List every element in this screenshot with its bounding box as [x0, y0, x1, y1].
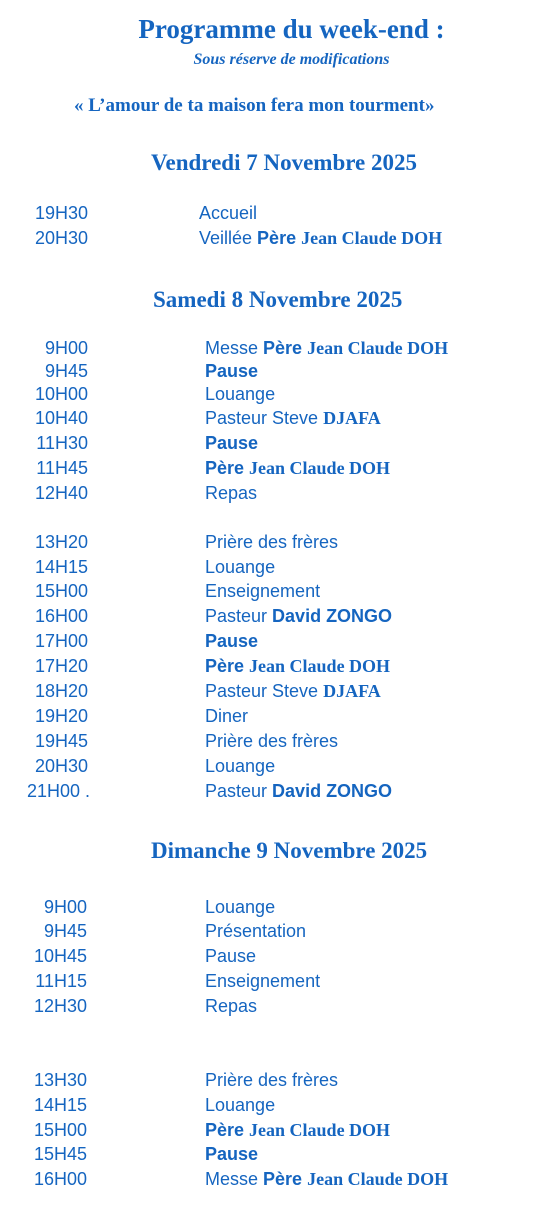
- activity-part: DJAFA: [323, 681, 381, 701]
- activity: [205, 384, 275, 405]
- activity: [205, 756, 275, 777]
- quote: « L’amour de ta maison fera mon tourment»: [74, 95, 435, 116]
- activity-part: Jean Claude DOH: [249, 1120, 391, 1140]
- activity: [199, 228, 442, 249]
- schedule-row: [0, 1070, 539, 1094]
- activity-part: Père: [205, 458, 250, 478]
- time: 11H30: [36, 433, 88, 453]
- activity-part: Père: [205, 1120, 250, 1140]
- activity-part: Enseignement: [205, 581, 321, 601]
- activity: [205, 1120, 390, 1141]
- activity-part: Père: [263, 338, 308, 358]
- activity: [205, 1095, 275, 1116]
- activity: [205, 971, 320, 992]
- activity-part: Louange: [205, 1095, 276, 1115]
- activity: [205, 1070, 338, 1091]
- schedule-row: [0, 338, 539, 362]
- schedule-row: [0, 681, 539, 705]
- time: 15H00: [34, 581, 88, 601]
- activity: [205, 361, 258, 382]
- schedule-row: [0, 897, 539, 921]
- schedule-row: [0, 557, 539, 581]
- activity: [205, 681, 381, 702]
- time: 19H20: [34, 706, 88, 726]
- activity: [205, 921, 306, 942]
- time: 10H00: [34, 384, 88, 404]
- activity: [205, 1144, 258, 1165]
- activity: [205, 781, 392, 802]
- activity-part: David ZONGO: [272, 606, 393, 626]
- schedule-row: [0, 203, 539, 227]
- schedule-row: [0, 756, 539, 780]
- schedule-row: [0, 458, 539, 482]
- page-subtitle: Sous réserve de modifications: [193, 51, 390, 68]
- schedule-row: [0, 228, 539, 252]
- activity: [205, 483, 257, 504]
- activity-part: Jean Claude DOH: [307, 338, 449, 358]
- activity-part: Père: [205, 656, 250, 676]
- schedule-row: [0, 1169, 539, 1193]
- time: 13H20: [34, 532, 88, 552]
- schedule-row: [0, 921, 539, 945]
- time: 17H20: [34, 656, 88, 676]
- activity-part: Accueil: [199, 203, 258, 223]
- activity-part: Pause: [205, 433, 259, 453]
- time: 11H45: [36, 458, 88, 478]
- time: 9H45: [44, 361, 88, 381]
- activity: [205, 706, 248, 727]
- activity-part: Prière des frères: [205, 731, 339, 751]
- time: 9H00: [44, 338, 88, 358]
- activity-part: Pause: [205, 361, 259, 381]
- time: 10H45: [33, 946, 87, 966]
- time: 9H45: [43, 921, 87, 941]
- schedule-row: [0, 433, 539, 457]
- activity-part: Prière des frères: [205, 532, 339, 552]
- schedule-row: [0, 1095, 539, 1119]
- activity-part: Diner: [205, 706, 249, 726]
- time: 16H00: [34, 606, 88, 626]
- schedule-row: [0, 971, 539, 995]
- time: 10H40: [34, 408, 88, 428]
- time: 20H30: [34, 756, 88, 776]
- activity: [205, 656, 390, 677]
- activity: [205, 433, 258, 454]
- day-title: Dimanche 9 Novembre 2025: [151, 838, 428, 863]
- activity-part: Louange: [205, 384, 276, 404]
- activity-part: Jean Claude DOH: [249, 458, 391, 478]
- activity-part: Louange: [205, 756, 276, 776]
- activity-part: Louange: [205, 897, 276, 917]
- activity-part: Messe: [205, 1169, 264, 1189]
- time: 19H30: [34, 203, 88, 223]
- time: 12H30: [33, 996, 87, 1016]
- schedule-row: [0, 656, 539, 680]
- activity: [205, 606, 392, 627]
- schedule-row: [0, 532, 539, 556]
- schedule-row: [0, 946, 539, 970]
- page-title: Programme du week-end :: [138, 14, 445, 44]
- activity-part: Père: [257, 228, 302, 248]
- activity-part: Louange: [205, 557, 276, 577]
- day-title: Samedi 8 Novembre 2025: [153, 287, 403, 312]
- time: 21H00 .: [27, 781, 91, 801]
- time: 19H45: [34, 731, 88, 751]
- activity-part: Père: [263, 1169, 308, 1189]
- activity-part: Prière des frères: [205, 1070, 339, 1090]
- activity-part: Pause: [205, 946, 257, 966]
- time: 16H00: [33, 1169, 87, 1189]
- schedule-row: [0, 483, 539, 507]
- activity: [205, 1169, 448, 1190]
- schedule-row: [0, 706, 539, 730]
- time: 9H00: [43, 897, 87, 917]
- activity: [205, 631, 258, 652]
- schedule-row: [0, 408, 539, 432]
- activity-part: Messe: [205, 338, 264, 358]
- schedule-row: [0, 606, 539, 630]
- activity-part: DJAFA: [323, 408, 381, 428]
- schedule-row: [0, 731, 539, 755]
- schedule-row: [0, 996, 539, 1020]
- time: 12H40: [34, 483, 88, 503]
- activity: [205, 581, 320, 602]
- activity-part: Pasteur Steve: [205, 408, 324, 428]
- time: 13H30: [33, 1070, 87, 1090]
- activity: [205, 731, 338, 752]
- activity-part: David ZONGO: [272, 781, 393, 801]
- activity-part: Enseignement: [205, 971, 321, 991]
- activity-part: Pause: [205, 631, 259, 651]
- schedule-row: [0, 384, 539, 408]
- activity-part: Veillée: [199, 228, 258, 248]
- activity-part: Présentation: [205, 921, 307, 941]
- schedule-row: [0, 581, 539, 605]
- time: 11H15: [35, 971, 87, 991]
- activity-part: Repas: [205, 996, 258, 1016]
- activity: [205, 338, 448, 359]
- time: 15H00: [33, 1120, 87, 1140]
- schedule-row: [0, 1144, 539, 1168]
- activity-part: Pasteur: [205, 781, 273, 801]
- activity: [205, 946, 256, 967]
- activity: [205, 557, 275, 578]
- activity-part: Pause: [205, 1144, 259, 1164]
- activity: [205, 532, 338, 553]
- time: 14H15: [34, 557, 88, 577]
- time: 17H00: [34, 631, 88, 651]
- activity-part: Pasteur Steve: [205, 681, 324, 701]
- time: 14H15: [33, 1095, 87, 1115]
- activity: [205, 458, 390, 479]
- schedule-row: [0, 361, 539, 385]
- activity-part: Jean Claude DOH: [249, 656, 391, 676]
- activity-part: Jean Claude DOH: [307, 1169, 449, 1189]
- activity-part: Pasteur: [205, 606, 273, 626]
- day-title: Vendredi 7 Novembre 2025: [151, 150, 417, 175]
- activity-part: Repas: [205, 483, 258, 503]
- activity: [199, 203, 257, 224]
- time: 18H20: [34, 681, 88, 701]
- activity: [205, 996, 257, 1017]
- schedule-row: [0, 631, 539, 655]
- schedule-row: [0, 1120, 539, 1144]
- schedule-row: [0, 781, 539, 805]
- activity-part: Jean Claude DOH: [301, 228, 443, 248]
- time: 15H45: [33, 1144, 87, 1164]
- activity: [205, 408, 381, 429]
- time: 20H30: [34, 228, 88, 248]
- activity: [205, 897, 275, 918]
